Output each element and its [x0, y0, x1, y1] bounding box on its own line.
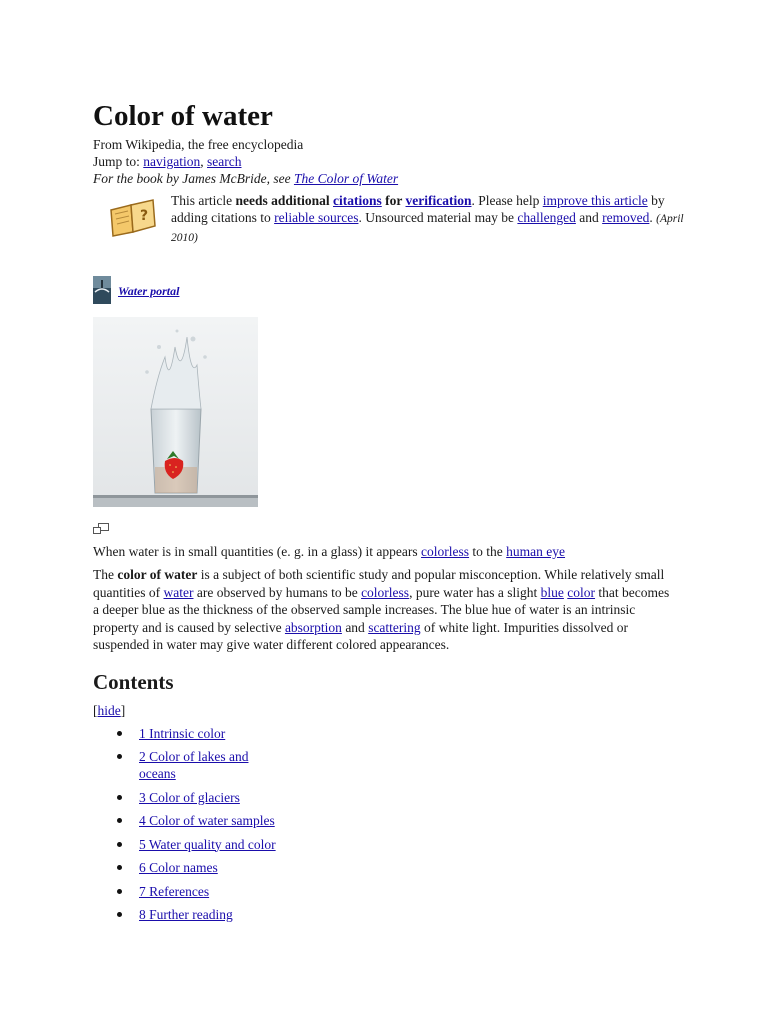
- toc-item: [93, 748, 279, 782]
- toc-link[interactable]: 6 Color names: [139, 860, 218, 875]
- notice-emphasis: for: [381, 193, 406, 208]
- toc-item: [93, 883, 279, 900]
- jump-to-label: Jump to:: [93, 154, 140, 169]
- notice-text: by adding citations to: [171, 193, 665, 225]
- toc-toggle: [93, 702, 683, 719]
- notice-emphasis: needs additional: [235, 193, 330, 208]
- article-body: [93, 96, 683, 930]
- challenged-link[interactable]: challenged: [517, 210, 576, 225]
- intro-paragraph: [93, 566, 675, 654]
- bullet: [117, 731, 122, 736]
- toc-item: [93, 812, 279, 829]
- toc-item: [93, 859, 279, 876]
- notice-date: (April 2010): [171, 213, 684, 244]
- jump-search-link[interactable]: search: [207, 154, 242, 169]
- toc-item: [93, 725, 279, 742]
- image-caption: [93, 543, 683, 560]
- notice-text: and: [575, 210, 603, 225]
- toc-hide-link[interactable]: hide: [97, 702, 121, 718]
- toc-link[interactable]: 3 Color of glaciers: [139, 789, 240, 805]
- bullet: [117, 818, 122, 823]
- toc-list: [93, 725, 683, 924]
- hatnote-text: For the book by James McBride, see: [93, 171, 294, 186]
- water-link[interactable]: water: [163, 584, 194, 600]
- toc-item: [93, 836, 279, 853]
- caption-text: When water is in small quantities (e. g. in a glass) it appears: [93, 544, 422, 559]
- caption-colorless-link[interactable]: colorless: [421, 544, 470, 559]
- citations-link[interactable]: citations: [333, 193, 382, 208]
- jump-to: [93, 153, 683, 170]
- paragraph-text: of white light. Impurities dissolved or suspended in water may give water different colored appearances.: [93, 619, 629, 652]
- verification-link[interactable]: verification: [405, 193, 472, 208]
- jump-separator: ,: [200, 154, 208, 169]
- hatnote: [93, 170, 683, 187]
- notice-text: .: [649, 210, 657, 225]
- svg-text:?: ?: [140, 208, 149, 224]
- paragraph-term: color of water: [117, 567, 198, 582]
- bullet: [117, 889, 122, 894]
- toc-link[interactable]: 5 Water quality and color: [139, 836, 276, 852]
- blue-link[interactable]: blue: [540, 584, 564, 600]
- colorless-link[interactable]: colorless: [361, 584, 410, 600]
- reliable-sources-link[interactable]: reliable sources: [274, 210, 359, 225]
- bullet: [117, 842, 122, 847]
- enlarge-icon[interactable]: [93, 523, 109, 535]
- caption-human-eye-link[interactable]: human eye: [506, 544, 566, 559]
- paragraph-text: that becomes a deeper blue as the thickness of the observed sample increases. The blue hue of water is an intrinsic property and is caused by selective: [93, 584, 670, 635]
- toc-bracket: ]: [120, 702, 126, 718]
- bullet: [117, 865, 122, 870]
- hatnote-link[interactable]: The Color of Water: [293, 171, 399, 186]
- site-tagline: From Wikipedia, the free encyclopedia: [93, 137, 304, 152]
- paragraph-text: The: [93, 567, 118, 582]
- enlarge-control: [93, 521, 683, 537]
- paragraph-text: , pure water has a slight: [409, 584, 541, 600]
- notice-text: . Please help: [471, 193, 543, 208]
- absorption-link[interactable]: absorption: [284, 619, 342, 635]
- scattering-link[interactable]: scattering: [368, 619, 421, 635]
- toc-link[interactable]: 2 Color of lakes and oceans: [139, 749, 249, 781]
- toc-bracket: [: [93, 702, 98, 718]
- color-link[interactable]: color: [567, 584, 596, 600]
- jump-navigation-link[interactable]: navigation: [143, 154, 201, 169]
- paragraph-text: is a subject of both scientific study and popular misconception. While relatively small quantities of: [93, 567, 665, 600]
- bullet: [117, 754, 122, 759]
- toc-link[interactable]: 1 Intrinsic color: [139, 725, 226, 741]
- bullet: [117, 912, 122, 917]
- toc-link[interactable]: 7 References: [139, 883, 210, 899]
- paragraph-text: are observed by humans to be: [193, 584, 362, 600]
- paragraph-text: and: [341, 619, 369, 635]
- notice-text: This article: [171, 193, 236, 208]
- improve-article-link[interactable]: improve this article: [542, 193, 648, 208]
- portal-box: [93, 276, 683, 306]
- bullet: [117, 795, 122, 800]
- water-portal-link[interactable]: Water portal: [118, 284, 180, 298]
- book-question-icon: [107, 196, 159, 238]
- notice-text: . Unsourced material may be: [358, 210, 518, 225]
- caption-text: to the: [469, 544, 507, 559]
- water-splash-strawberry-image[interactable]: [93, 317, 258, 507]
- removed-link[interactable]: removed: [602, 210, 650, 225]
- toc-item: [93, 906, 279, 923]
- citation-notice: [93, 192, 683, 262]
- toc-item: [93, 789, 279, 806]
- toc-heading: Contents: [93, 669, 174, 694]
- toc-link[interactable]: 8 Further reading: [139, 907, 233, 922]
- water-portal-icon[interactable]: [93, 276, 111, 304]
- page-title: Color of water: [93, 100, 273, 132]
- citation-notice-text: [171, 192, 686, 247]
- toc-link[interactable]: 4 Color of water samples: [139, 813, 275, 828]
